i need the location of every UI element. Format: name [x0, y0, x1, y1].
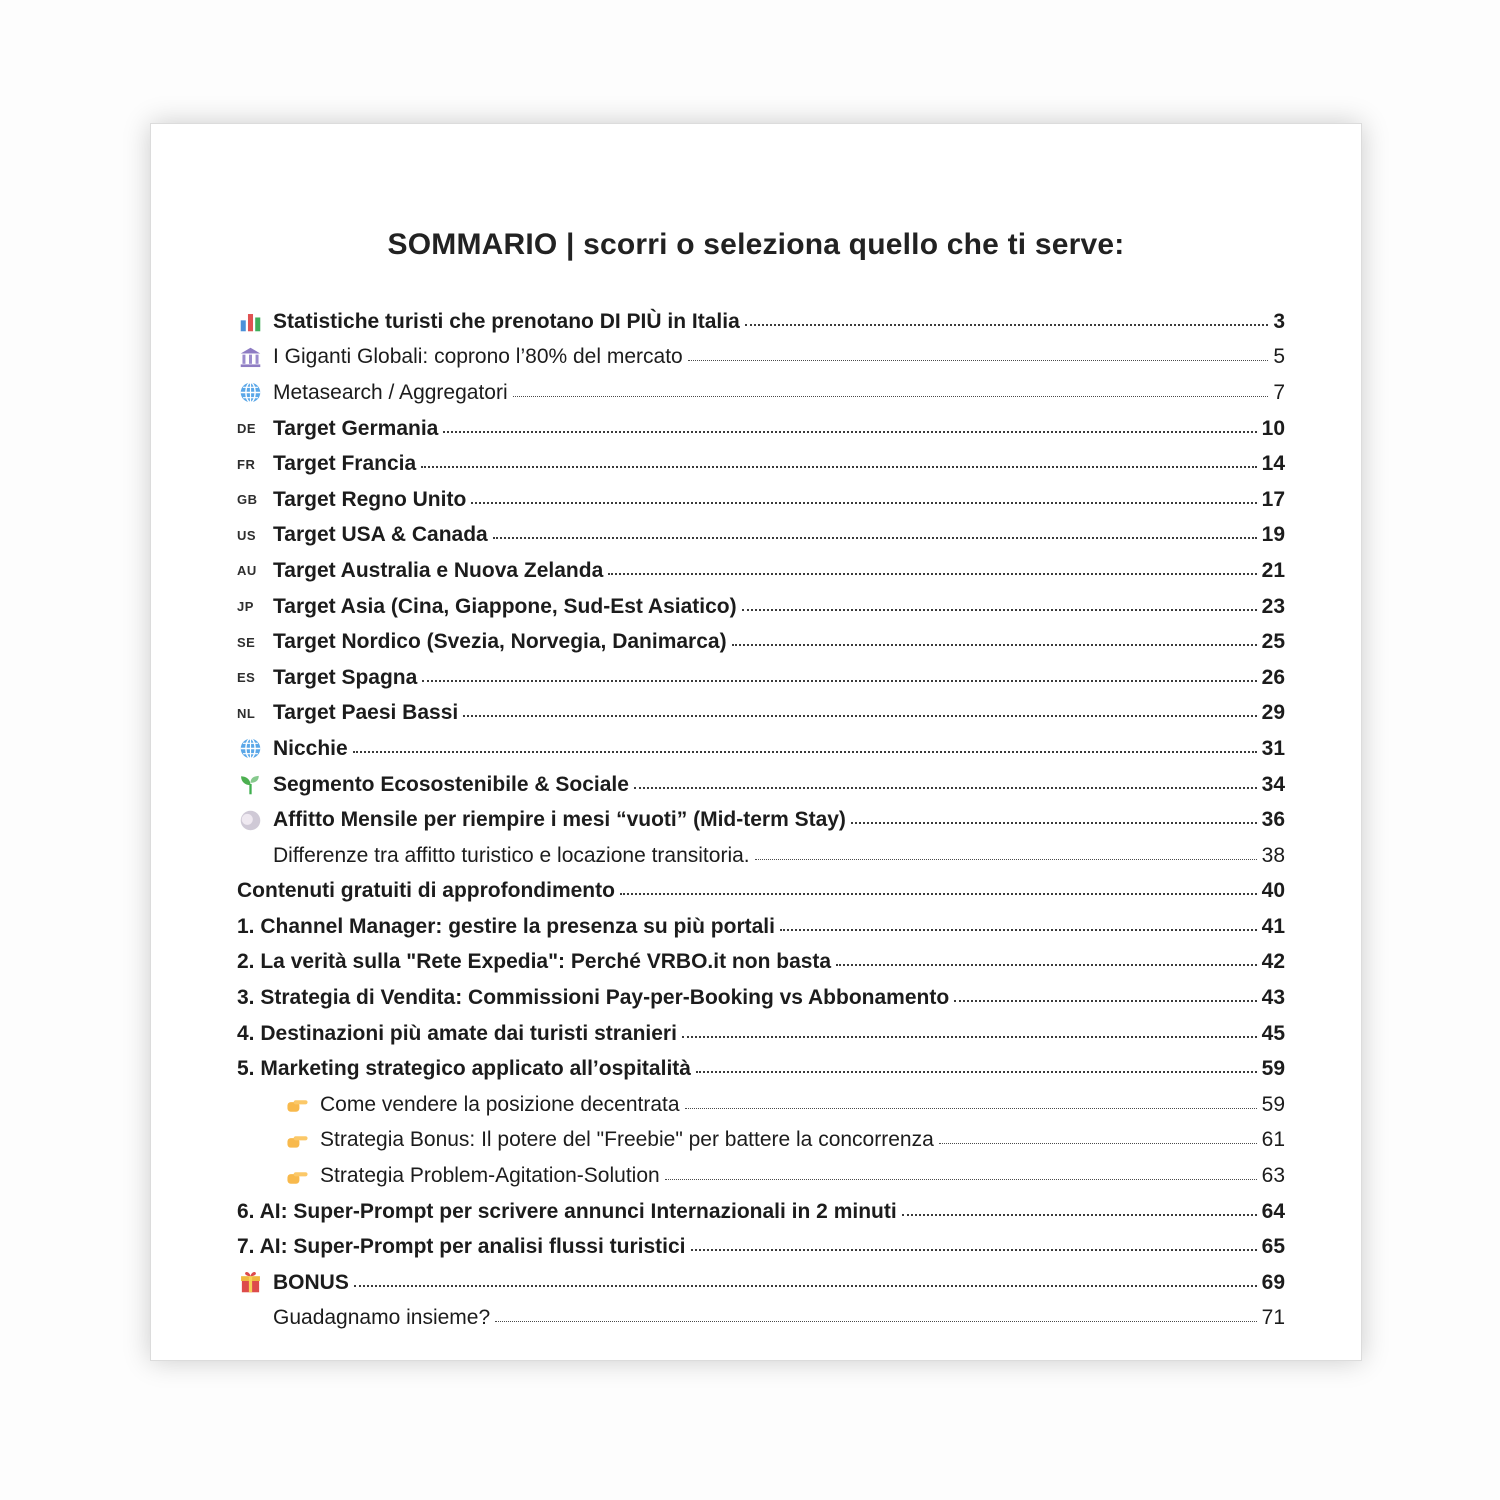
toc-entry[interactable]	[237, 411, 1285, 447]
document-page	[150, 123, 1362, 1361]
dotted-leader	[902, 1200, 1257, 1216]
toc-entry[interactable]	[237, 1265, 1285, 1301]
entry-page-number: 36	[1261, 808, 1285, 832]
toc-entry[interactable]	[237, 340, 1285, 376]
toc-entry[interactable]	[237, 696, 1285, 732]
toc-entry[interactable]	[237, 518, 1285, 554]
entry-label: Target Paesi Bassi	[273, 701, 459, 725]
toc-entry[interactable]	[237, 1229, 1285, 1265]
bar-chart-icon	[237, 310, 264, 333]
dotted-leader	[954, 986, 1256, 1002]
entry-page-number: 5	[1273, 345, 1285, 369]
dotted-leader	[634, 773, 1257, 789]
entry-label: Target Regno Unito	[273, 487, 467, 511]
entry-page-number: 69	[1261, 1270, 1285, 1294]
entry-page-number: 64	[1261, 1199, 1285, 1223]
flag-de-icon: DE	[237, 421, 257, 437]
dotted-leader	[665, 1164, 1257, 1180]
entry-page-number: 10	[1261, 416, 1285, 440]
dotted-leader	[745, 310, 1269, 326]
entry-label: Target Germania	[273, 416, 439, 440]
entry-page-number: 41	[1261, 914, 1285, 938]
entry-page-number: 17	[1261, 487, 1285, 511]
entry-label: Target Australia e Nuova Zelanda	[273, 558, 604, 582]
toc-entry[interactable]	[237, 1051, 1285, 1087]
globe-icon	[237, 381, 264, 404]
flag-jp-icon: JP	[237, 599, 254, 615]
globe-icon	[237, 737, 264, 760]
entry-label: Segmento Ecosostenibile & Sociale	[273, 772, 629, 796]
flag-gb-icon: GB	[237, 492, 258, 508]
dotted-leader	[742, 595, 1257, 611]
pointing-finger-icon	[284, 1165, 311, 1188]
entry-page-number: 7	[1273, 380, 1285, 404]
dotted-leader	[495, 1306, 1257, 1322]
toc-entry[interactable]	[237, 589, 1285, 625]
toc-entry[interactable]	[237, 660, 1285, 696]
toc-entry[interactable]	[237, 1016, 1285, 1052]
monument-icon	[237, 346, 264, 369]
toc-entry[interactable]	[237, 945, 1285, 981]
dotted-leader	[354, 1271, 1257, 1287]
seedling-icon	[237, 773, 264, 796]
entry-page-number: 38	[1261, 843, 1285, 867]
entry-label: Come vendere la posizione decentrata	[320, 1092, 680, 1116]
dotted-leader	[939, 1128, 1257, 1144]
dotted-leader	[493, 523, 1257, 539]
entry-page-number: 19	[1261, 523, 1285, 547]
toc-entry[interactable]	[237, 375, 1285, 411]
toc-entry[interactable]	[237, 1123, 1285, 1159]
dotted-leader	[732, 630, 1257, 646]
dotted-leader	[851, 808, 1257, 824]
flag-nl-icon: NL	[237, 705, 256, 721]
dotted-leader	[685, 1093, 1257, 1109]
half-moon-icon	[237, 809, 264, 832]
entry-page-number: 43	[1261, 986, 1285, 1010]
entry-page-number: 65	[1261, 1235, 1285, 1259]
dotted-leader	[620, 879, 1257, 895]
dotted-leader	[696, 1057, 1257, 1073]
entry-label: 7. AI: Super-Prompt per analisi flussi turistici	[237, 1235, 686, 1259]
entry-label: Target Asia (Cina, Giappone, Sud-Est Asiatico)	[273, 594, 737, 618]
dotted-leader	[836, 950, 1257, 966]
entry-label: Target USA & Canada	[273, 523, 488, 547]
dotted-leader	[513, 381, 1269, 397]
toc-entry[interactable]	[237, 304, 1285, 340]
entry-page-number: 63	[1261, 1164, 1285, 1188]
toc-entry[interactable]	[237, 874, 1285, 910]
entry-label: Strategia Problem-Agitation-Solution	[320, 1164, 660, 1188]
toc-list	[237, 304, 1285, 1336]
entry-label: Nicchie	[273, 736, 348, 760]
entry-label: Differenze tra affitto turistico e locazione transitoria.	[273, 843, 750, 867]
entry-label: Target Nordico (Svezia, Norvegia, Danimarca)	[273, 630, 727, 654]
flag-fr-icon: FR	[237, 456, 256, 472]
dotted-leader	[608, 559, 1256, 575]
toc-entry[interactable]	[237, 482, 1285, 518]
entry-label: Target Spagna	[273, 665, 418, 689]
entry-page-number: 21	[1261, 558, 1285, 582]
entry-page-number: 29	[1261, 701, 1285, 725]
pointing-finger-icon	[284, 1129, 311, 1152]
entry-page-number: 14	[1261, 452, 1285, 476]
dotted-leader	[422, 666, 1256, 682]
entry-page-number: 31	[1261, 736, 1285, 760]
entry-page-number: 71	[1261, 1306, 1285, 1330]
entry-label: 3. Strategia di Vendita: Commissioni Pay-per-Booking vs Abbonamento	[237, 986, 950, 1010]
entry-label: 4. Destinazioni più amate dai turisti stranieri	[237, 1021, 677, 1045]
flag-es-icon: ES	[237, 670, 256, 686]
entry-label: Affitto Mensile per riempire i mesi “vuoti” (Mid-term Stay)	[273, 808, 846, 832]
entry-page-number: 25	[1261, 630, 1285, 654]
entry-page-number: 23	[1261, 594, 1285, 618]
dotted-leader	[755, 844, 1257, 860]
entry-page-number: 42	[1261, 950, 1285, 974]
dotted-leader	[443, 417, 1256, 433]
entry-label: Target Francia	[273, 452, 417, 476]
entry-page-number: 26	[1261, 665, 1285, 689]
entry-label: Contenuti gratuiti di approfondimento	[237, 879, 615, 903]
entry-label: Guadagnamo insieme?	[273, 1306, 491, 1330]
toc-entry[interactable]	[237, 980, 1285, 1016]
entry-label: BONUS	[273, 1270, 349, 1294]
entry-page-number: 3	[1273, 309, 1285, 333]
toc-entry[interactable]	[237, 446, 1285, 482]
entry-label: I Giganti Globali: coprono l’80% del mercato	[273, 345, 683, 369]
flag-au-icon: AU	[237, 563, 257, 579]
entry-page-number: 61	[1261, 1128, 1285, 1152]
entry-page-number: 59	[1261, 1057, 1285, 1081]
page-title: SOMMARIO | scorri o seleziona quello che ti serve:	[387, 228, 1125, 261]
dotted-leader	[691, 1235, 1257, 1251]
entry-label: Metasearch / Aggregatori	[273, 380, 508, 404]
dotted-leader	[353, 737, 1257, 753]
gift-icon	[237, 1271, 264, 1294]
toc-entry[interactable]	[237, 1194, 1285, 1230]
flag-us-icon: US	[237, 527, 257, 543]
pointing-finger-icon	[284, 1093, 311, 1116]
entry-label: Statistiche turisti che prenotano DI PIÙ in Italia	[273, 309, 740, 333]
dotted-leader	[421, 452, 1256, 468]
toc-entry[interactable]	[237, 838, 1285, 874]
entry-page-number: 45	[1261, 1021, 1285, 1045]
toc-entry[interactable]	[237, 624, 1285, 660]
toc-entry[interactable]	[237, 1087, 1285, 1123]
dotted-leader	[780, 915, 1257, 931]
entry-label: 5. Marketing strategico applicato all’ospitalità	[237, 1057, 691, 1081]
flag-se-icon: SE	[237, 634, 256, 650]
entry-label: 6. AI: Super-Prompt per scrivere annunci Internazionali in 2 minuti	[237, 1199, 897, 1223]
toc-entry[interactable]	[237, 909, 1285, 945]
dotted-leader	[682, 1022, 1257, 1038]
dotted-leader	[688, 345, 1269, 361]
entry-page-number: 59	[1261, 1092, 1285, 1116]
entry-label: 1. Channel Manager: gestire la presenza su più portali	[237, 914, 775, 938]
dotted-leader	[463, 701, 1256, 717]
toc-entry[interactable]	[237, 553, 1285, 589]
toc-entry[interactable]	[237, 731, 1285, 767]
entry-label: 2. La verità sulla "Rete Expedia": Perché VRBO.it non basta	[237, 950, 832, 974]
entry-page-number: 34	[1261, 772, 1285, 796]
toc-entry[interactable]	[237, 767, 1285, 803]
toc-entry[interactable]	[237, 1158, 1285, 1194]
entry-label: Strategia Bonus: Il potere del "Freebie" per battere la concorrenza	[320, 1128, 934, 1152]
toc-entry[interactable]	[237, 802, 1285, 838]
toc-entry[interactable]	[237, 1301, 1285, 1337]
entry-page-number: 40	[1261, 879, 1285, 903]
dotted-leader	[471, 488, 1256, 504]
